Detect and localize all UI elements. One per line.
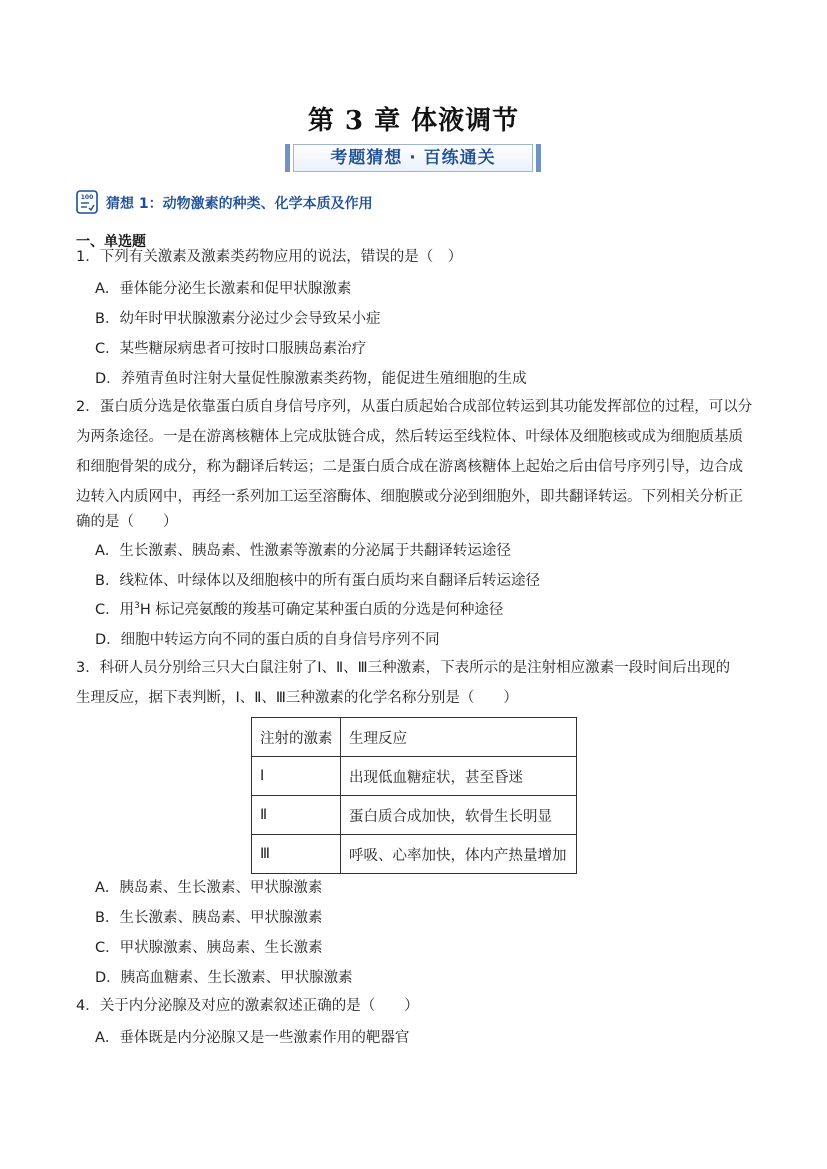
q1-option-a: A．垂体能分泌生长激素和促甲状腺激素 [95, 281, 352, 297]
table-row [252, 835, 577, 874]
q2-option-a: A．生长激素、胰岛素、性激素等激素的分泌属于共翻译转运途径 [95, 543, 511, 559]
table-header-cell: 注射的激素 [252, 718, 341, 757]
question-3-stem-line-1: 3．科研人员分别给三只大白鼠注射了Ⅰ、Ⅱ、Ⅲ三种激素，下表所示的是注射相应激素一段时间后出现的 [76, 660, 731, 676]
section-heading: 一、单选题 [76, 234, 146, 250]
q3-option-d: D．胰高血糖素、生长激素、甲状腺激素 [95, 970, 353, 986]
table-cell: Ⅰ [252, 757, 341, 796]
table-row [252, 796, 577, 835]
banner-right-bar [536, 144, 541, 172]
table-row [252, 757, 577, 796]
hormone-response-table [251, 717, 577, 874]
q2-option-b: B．线粒体、叶绿体以及细胞核中的所有蛋白质均来自翻译后转运途径 [95, 573, 540, 589]
question-3-stem-line-2: 生理反应，据下表判断，Ⅰ、Ⅱ、Ⅲ三种激素的化学名称分别是（ ） [76, 690, 518, 706]
question-1-stem: 1．下列有关激素及激素类药物应用的说法，错误的是（ ） [76, 249, 463, 265]
checklist-icon [76, 190, 98, 214]
table-header-row [252, 718, 577, 757]
table-cell: 呼吸、心率加快，体内产热量增加 [341, 835, 577, 874]
q3-option-b: B．生长激素、胰岛素、甲状腺激素 [95, 910, 323, 926]
q1-option-c: C．某些糖尿病患者可按时口服胰岛素治疗 [95, 341, 367, 357]
question-2-stem-line-4: 边转入内质网中，再经一系列加工运至溶酶体、细胞膜或分泌到细胞外，即共翻译转运。下列相关分析正 [76, 489, 743, 505]
guess-heading-text: 猜想 1：动物激素的种类、化学本质及作用 [106, 196, 373, 212]
q2-option-c [95, 598, 503, 619]
question-2-stem-line-1: 2．蛋白质分选是依靠蛋白质自身信号序列，从蛋白质起始合成部位转运到其功能发挥部位的过程，可以分 [76, 399, 753, 415]
q1-option-b: B．幼年时甲状腺激素分泌过少会导致呆小症 [95, 311, 381, 327]
q2-option-d: D．细胞中转运方向不同的蛋白质的自身信号序列不同 [95, 632, 440, 648]
banner-left-bar [285, 144, 290, 172]
banner-text: 考题猜想 · 百练通关 [293, 144, 533, 172]
table-cell: Ⅱ [252, 796, 341, 835]
q3-option-c: C．甲状腺激素、胰岛素、生长激素 [95, 940, 323, 956]
table-cell: 出现低血糖症状，甚至昏迷 [341, 757, 577, 796]
page-title: 第 3 章 体液调节 [307, 106, 520, 136]
q4-option-a: A．垂体既是内分泌腺又是一些激素作用的靶器官 [95, 1030, 410, 1046]
question-2-stem-line-3: 和细胞骨架的成分，称为翻译后转运；二是蛋白质合成在游离核糖体上起始之后由信号序列引导，边合成 [76, 459, 743, 475]
q2-option-c-superscript: 3 [134, 601, 140, 612]
banner [285, 144, 541, 172]
table-cell: 蛋白质合成加快，软骨生长明显 [341, 796, 577, 835]
q1-option-d: D．养殖青鱼时注射大量促性腺激素类药物，能促进生殖细胞的生成 [95, 371, 527, 387]
question-2-stem-line-2: 为两条途径。一是在游离核糖体上完成肽链合成，然后转运至线粒体、叶绿体及细胞核或成为细胞质基质 [76, 429, 743, 445]
svg-text:100: 100 [80, 194, 94, 201]
question-2-stem-line-5: 确的是（ ） [76, 514, 178, 530]
question-4-stem: 4．关于内分泌腺及对应的激素叙述正确的是（ ） [76, 998, 419, 1014]
q3-option-a: A．胰岛素、生长激素、甲状腺激素 [95, 880, 323, 896]
q2-option-c-prefix: C．用 [95, 602, 135, 618]
table-header-cell: 生理反应 [341, 718, 577, 757]
table-cell: Ⅲ [252, 835, 341, 874]
q2-option-c-rest: H 标记亮氨酸的羧基可确定某种蛋白质的分选是何种途径 [139, 602, 504, 618]
